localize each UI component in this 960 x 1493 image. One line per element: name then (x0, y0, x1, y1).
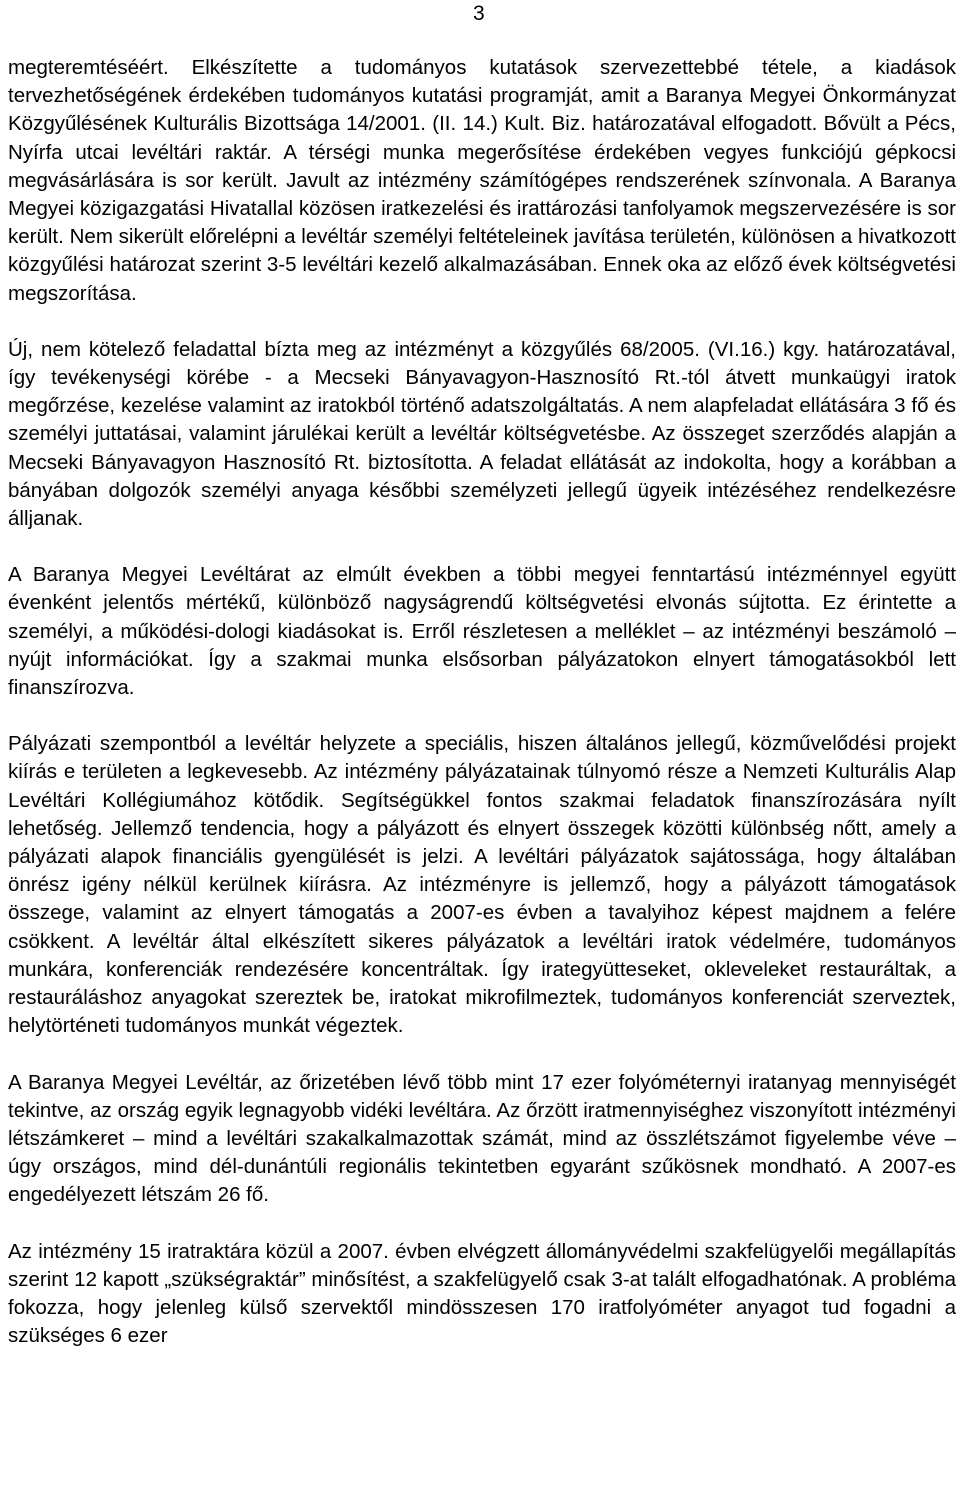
paragraph-staffing: A Baranya Megyei Levéltár, az őrizetében lévő több mint 17 ezer folyóméternyi iratanyag mennyiségét tekintve, az ország egyik legnagyobb vidéki levéltára. Az őrzött iratmennyiséghez viszonyított intézményi létszámkeret – mind a levéltári szakalkalmazottak számát, mind az összlétszámot figyelembe véve – úgy országos, mind dél-dunántúli regionális tekintetben egyaránt szűkösnek mondható. A 2007-es engedélyezett létszám 26 fő. (8, 1070, 956, 1207)
paragraph-new-task: Új, nem kötelező feladattal bízta meg az intézményt a közgyűlés 68/2005. (VI.16.) kgy. határozatával, így tevékenységi körébe - a Mecseki Bányavagyon-Hasznosító Rt.-tól átvett munkaügyi iratok megőrzése, kezelése valamint az iratokból történő adatszolgáltatás. A nem alapfeladat ellátására 3 fő és személyi juttatásai, valamint járulékai került a levéltár költségvetésbe. Az összeget szerződés alapján a Mecseki Bányavagyon Hasznosító Rt. biztosította. A feladat ellátását az indokolta, hogy a korábban a bányában dolgozók személyi anyaga későbbi személyzeti jellegű ügyeik intézéséhez rendelkezésre álljanak. (8, 337, 956, 531)
paragraph-grants: Pályázati szempontból a levéltár helyzete a speciális, hiszen általános jellegű, közművelődési projekt kiírás e területen a legkevesebb. Az intézmény pályázatainak túlnyomó része a Nemzeti Kulturális Alap Levéltári Kollégiumához kötődik. Segítségükkel fontos szakmai feladatok finanszírozására nyílt lehetőség. Jellemző tendencia, hogy a pályázott és elnyert összegek közötti különbség nőtt, amely a pályázati alapok financiális gyengülését is jelzi. A levéltári pályázatok sajátossága, hogy általában önrész igény nélkül kerülnek kiírásra. Az intézményre is jellemző, hogy a pályázott támogatások összege, valamint az elnyert támogatás a 2007-es évben a tavalyihoz képest majdnem a felére csökkent. A levéltár által elkészített sikeres pályázatok a levéltári iratok védelmére, tudományos munkára, konferenciák rendezésére koncentráltak. Így irategyütteseket, okleveleket restauráltak, a restauráláshoz anyagokat szereztek be, iratokat mikrofilmeztek, tudományos konferenciát szerveztek, helytörténeti tudományos munkát végeztek. (8, 732, 956, 1038)
paragraph-budget-cuts: A Baranya Megyei Levéltárat az elmúlt években a többi megyei fenntartású intézménnyel együtt évenként jelentős mértékű, különböző nagyságrendű költségvetési elvonás sújtotta. Ez érintette a személyi, a működési-dologi kiadásokat is. Erről részletesen a melléklet – az intézményi beszámoló – nyújt információkat. Így a szakmai munka elsősorban pályázatokon elnyert támogatásokból lett finanszírozva. (8, 563, 956, 700)
document-body (8, 54, 956, 1350)
page-number: 3 (473, 2, 485, 25)
paragraph-storage: Az intézmény 15 iratraktára közül a 2007. évben elvégzett állományvédelmi szakfelügyelői megállapítás szerint 12 kapott „szükségraktár” minősítést, a szakfelügyelő csak 3-at talált elfogadhatónak. A probléma fokozza, hogy jelenleg külső szervektől mindösszesen 170 iratfolyóméter anyagot tud fogadni a szükséges 6 ezer (8, 1239, 956, 1348)
paragraph-achievements: megteremtéséért. Elkészítette a tudományos kutatások szervezettebbé tétele, a kiadások tervezhetőségének érdekében tudományos kutatási programját, amit a Baranya Megyei Önkormányzat Közgyűlésének Kulturális Bizottsága 14/2001. (II. 14.) Kult. Biz. határozatával elfogadott. Bővült a Pécs, Nyírfa utcai levéltári raktár. A térségi munka megerősítése érdekében vegyes funkciójú gépkocsi megvásárlására is sor került. Javult az intézmény számítógépes rendszerének színvonala. A Baranya Megyei közigazgatási Hivatallal közösen iratkezelési és irattározási tanfolyamok megszervezésére is sor került. Nem sikerült előrelépni a levéltár személyi feltételeinek javítása területén, különösen a hivatkozott közgyűlési határozat szerint 3-5 levéltári kezelő alkalmazásában. Ennek oka az előző évek költségvetési megszorítása. (8, 56, 956, 305)
